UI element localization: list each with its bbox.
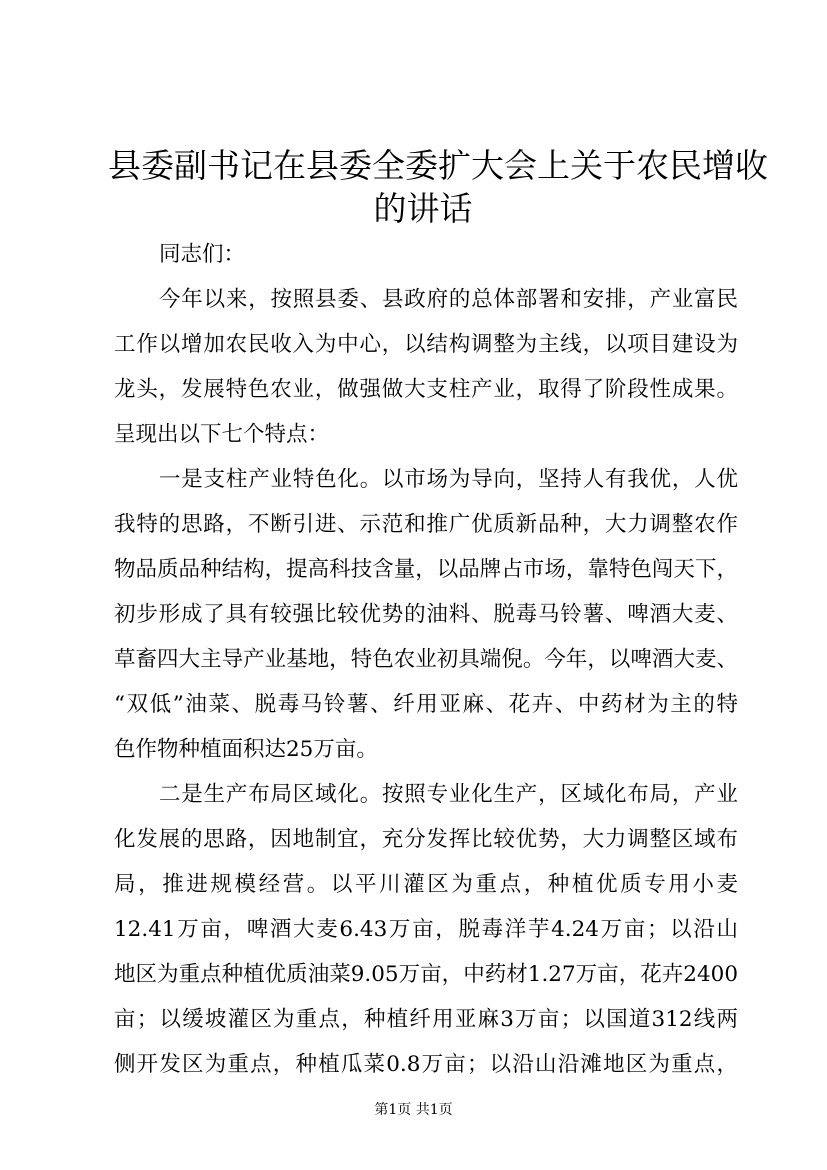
body-line: 亩；以缓坡灌区为重点，种植纤用亚麻3万亩；以国道312线两	[114, 1007, 738, 1032]
body-line: 我特的思路，不断引进、示范和推广优质新品种，大力调整农作	[114, 512, 738, 537]
document-title	[108, 144, 768, 230]
body-line: 草畜四大主导产业基地，特色农业初具端倪。今年，以啤酒大麦、	[114, 647, 738, 672]
body-line: 侧开发区为重点，种植瓜菜0.8万亩；以沿山沿滩地区为重点，	[114, 1052, 738, 1077]
body-line: 龙头，发展特色农业，做强做大支柱产业，取得了阶段性成果。	[114, 377, 738, 402]
body-line: 物品质品种结构，提高科技含量，以品牌占市场，靠特色闯天下，	[114, 557, 738, 582]
body-line: 呈现出以下七个特点：	[114, 422, 330, 447]
body-line: “双低”油菜、脱毒马铃薯、纤用亚麻、花卉、中药材为主的特	[114, 692, 738, 717]
body-line: 工作以增加农民收入为中心，以结构调整为主线，以项目建设为	[114, 332, 738, 357]
page-number-footer: 第1页 共1页	[374, 1102, 453, 1118]
body-line: 地区为重点种植优质油菜9.05万亩，中药材1.27万亩，花卉2400	[114, 962, 738, 987]
title-line-1: 县委副书记在县委全委扩大会上关于农民增收	[108, 146, 768, 185]
body-line: 一是支柱产业特色化。以市场为导向，坚持人有我优，人优	[159, 467, 738, 492]
body-line: 化发展的思路，因地制宜，充分发挥比较优势，大力调整区域布	[114, 827, 738, 852]
title-line-2: 的讲话	[373, 189, 473, 228]
body-line: 色作物种植面积达25万亩。	[114, 737, 378, 762]
body-line: 局，推进规模经营。以平川灌区为重点，种植优质专用小麦	[114, 872, 738, 897]
body-line: 今年以来，按照县委、县政府的总体部署和安排，产业富民	[159, 287, 738, 312]
salutation: 同志们：	[159, 242, 246, 267]
body-line: 12.41万亩，啤酒大麦6.43万亩，脱毒洋芋4.24万亩；以沿山	[114, 917, 738, 942]
document-body	[114, 232, 738, 1087]
body-line: 初步形成了具有较强比较优势的油料、脱毒马铃薯、啤酒大麦、	[114, 602, 738, 627]
body-line: 二是生产布局区域化。按照专业化生产，区域化布局，产业	[159, 782, 738, 807]
